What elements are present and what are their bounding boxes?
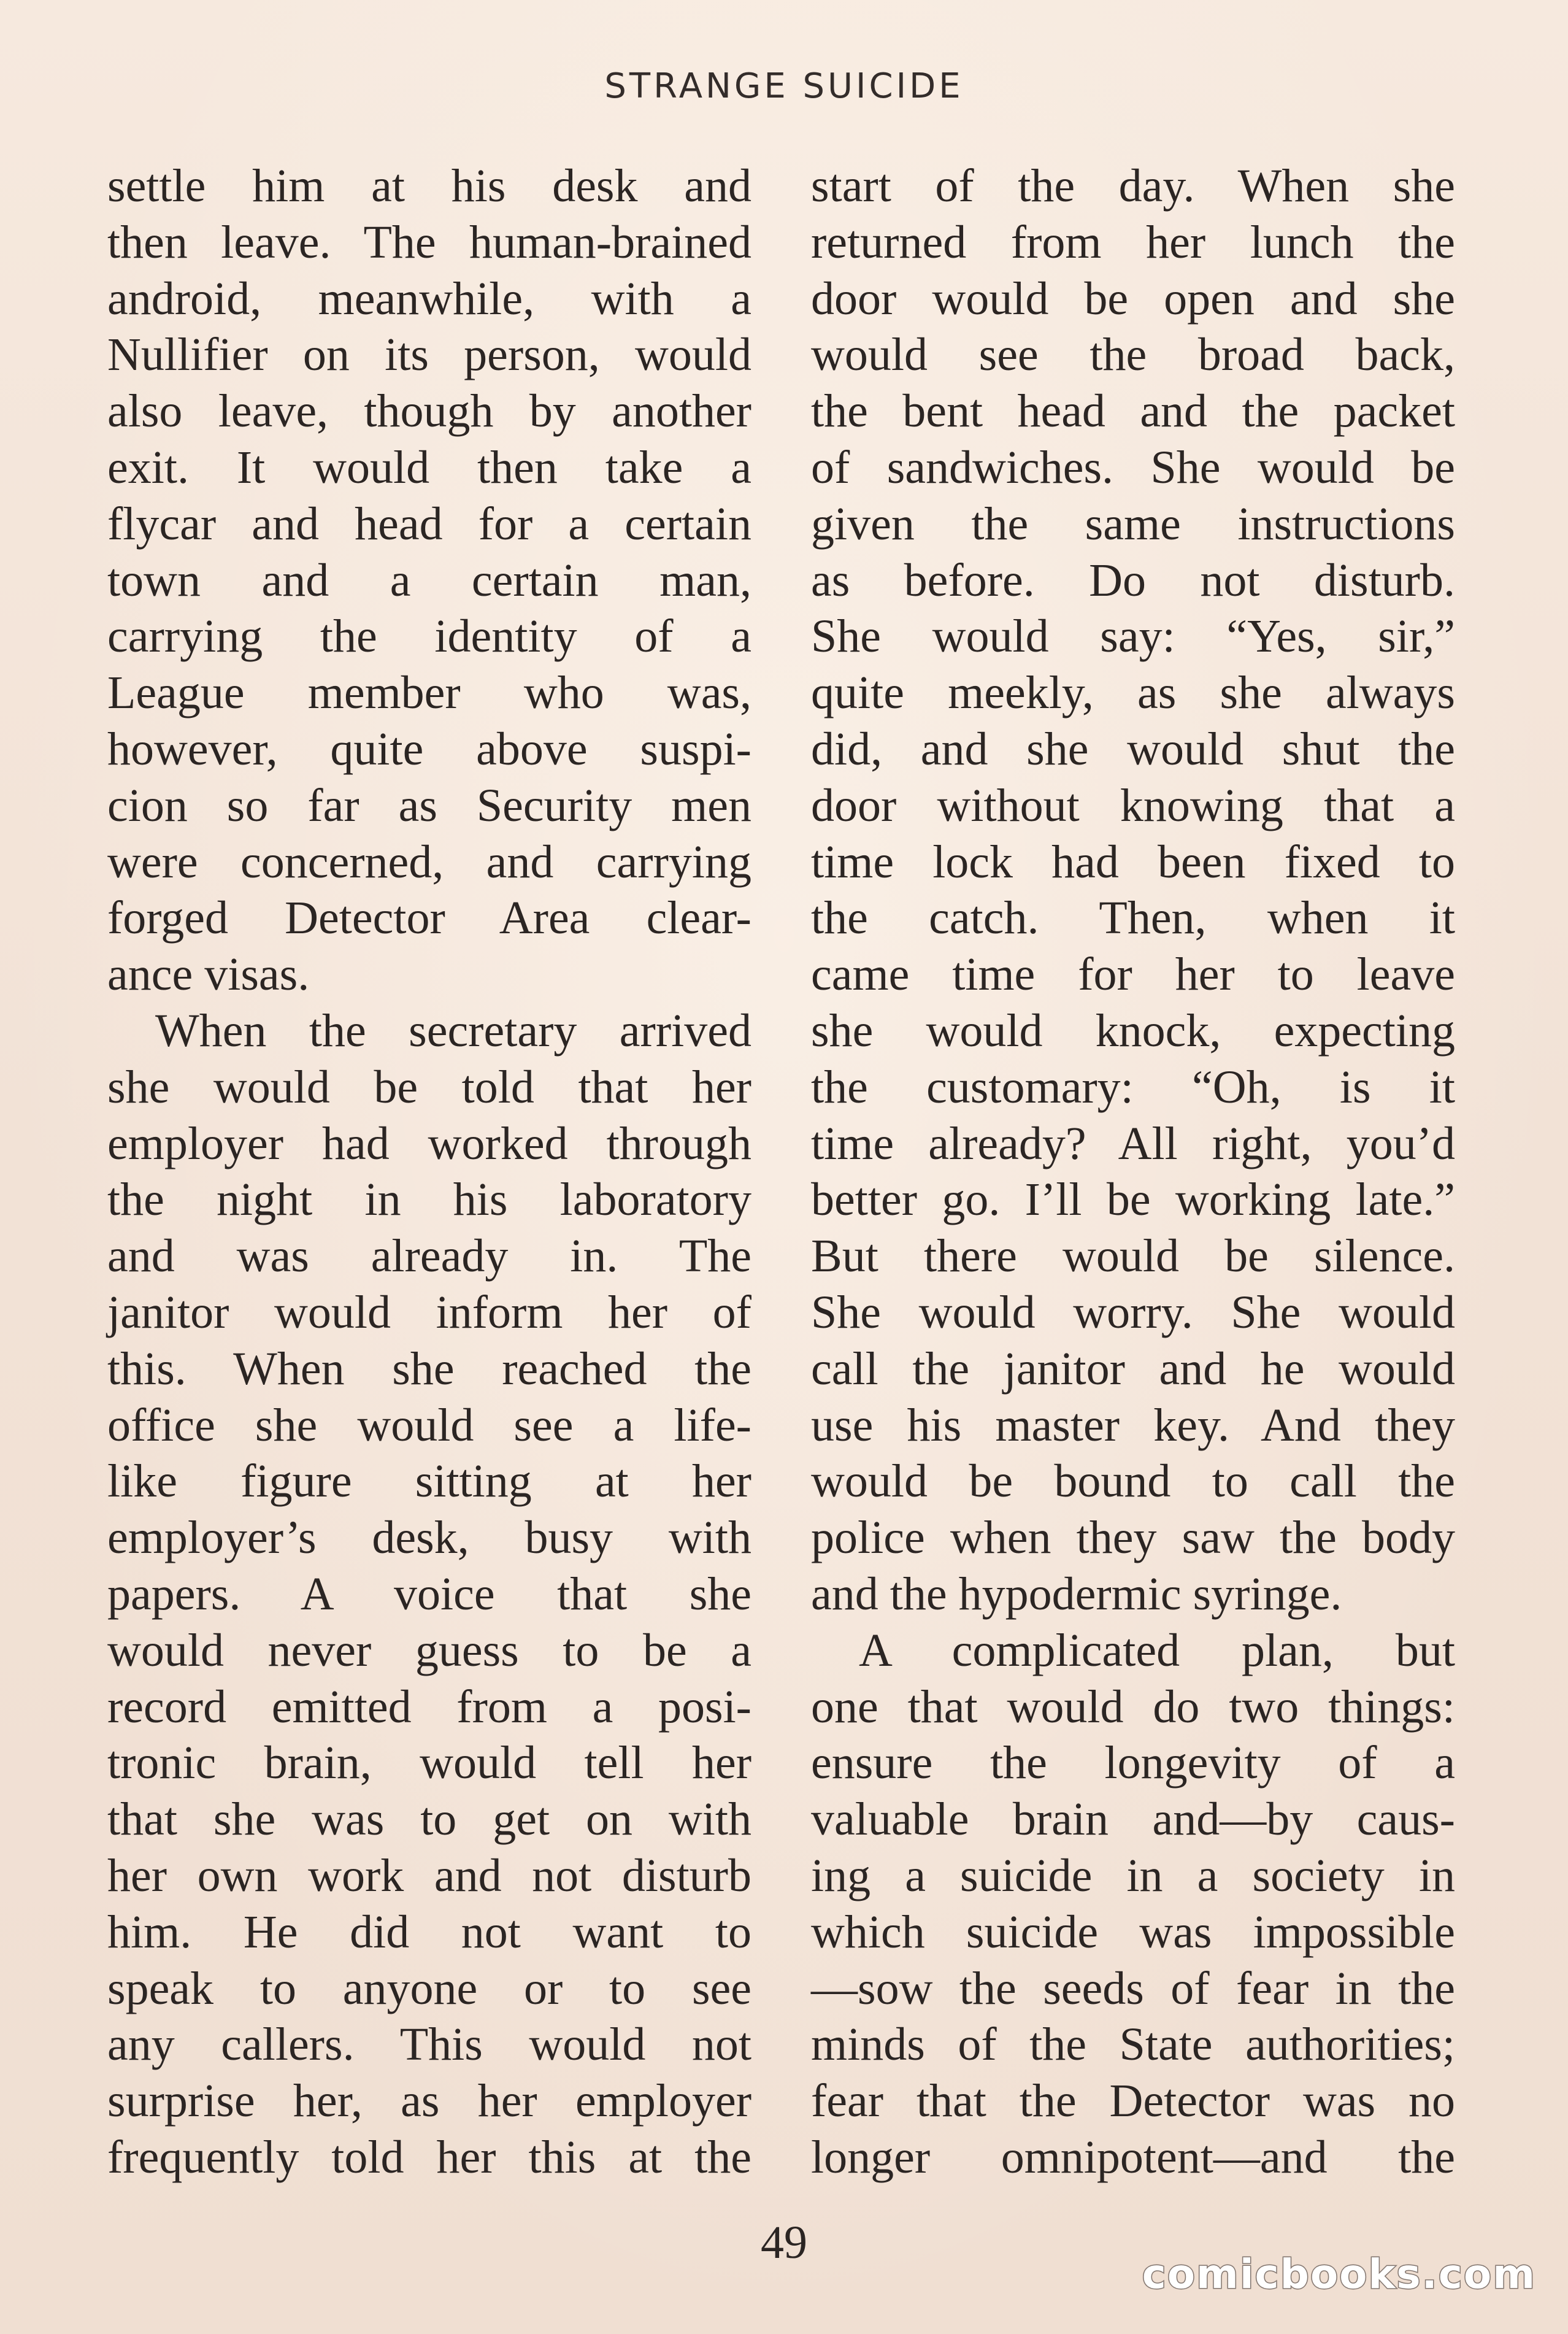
text-line: ance visas. <box>107 949 310 1001</box>
text-line: forged Detector Area clear- <box>107 892 751 944</box>
watermark-logo: comicbooks.com <box>1142 2251 1536 2298</box>
text-line: came time for her to leave <box>811 949 1455 1001</box>
text-line: settle him at his desk and <box>107 160 751 212</box>
text-line: minds of the State authorities; <box>811 2019 1455 2071</box>
text-line: better go. I’ll be working late.” <box>811 1174 1455 1226</box>
text-line: also leave, though by another <box>107 385 751 437</box>
text-line: were concerned, and carrying <box>107 836 751 888</box>
text-line: janitor would inform her of <box>107 1286 751 1338</box>
text-line: town and a certain man, <box>107 554 751 606</box>
text-line: flycar and head for a certain <box>107 498 751 550</box>
text-line: the bent head and the packet <box>811 385 1455 437</box>
text-line: papers. A voice that she <box>107 1568 751 1620</box>
text-line: But there would be silence. <box>811 1230 1455 1282</box>
text-line: door without knowing that a <box>811 779 1455 831</box>
running-head: STRANGE SUICIDE <box>604 66 964 106</box>
text-line: she would be told that her <box>107 1061 751 1113</box>
text-line: frequently told her this at the <box>107 2131 751 2183</box>
text-line: —sow the seeds of fear in the <box>811 1962 1455 2014</box>
text-line: A complicated plan, but <box>859 1624 1455 1676</box>
text-line: tronic brain, would tell her <box>107 1737 751 1789</box>
text-line: ensure the longevity of a <box>811 1737 1455 1789</box>
text-line: cion so far as Security men <box>107 779 751 831</box>
text-line: given the same instructions <box>811 498 1455 550</box>
text-line: any callers. This would not <box>107 2019 751 2071</box>
text-line: him. He did not want to <box>107 1906 751 1958</box>
text-line: that she was to get on with <box>107 1793 751 1846</box>
text-line: She would say: “Yes, sir,” <box>811 610 1455 663</box>
text-line: of sandwiches. She would be <box>811 441 1455 493</box>
text-line: door would be open and she <box>811 272 1455 325</box>
page-number: 49 <box>761 2217 807 2268</box>
text-line: record emitted from a posi- <box>107 1681 751 1733</box>
text-line: League member who was, <box>107 667 751 719</box>
text-line: office she would see a life- <box>107 1399 751 1451</box>
text-line: would see the broad back, <box>811 329 1455 381</box>
text-line: like figure sitting at her <box>107 1455 751 1508</box>
text-line: exit. It would then take a <box>107 441 751 493</box>
text-line: Nullifier on its person, would <box>107 329 751 381</box>
text-line: speak to anyone or to see <box>107 1962 751 2014</box>
right-column <box>811 158 1455 2186</box>
text-line: carrying the identity of a <box>107 610 751 663</box>
text-line: her own work and not disturb <box>107 1849 751 1901</box>
text-line: as before. Do not disturb. <box>811 554 1455 606</box>
text-line: time lock had been fixed to <box>811 836 1455 888</box>
text-line: and was already in. The <box>107 1230 751 1282</box>
text-line: ing a suicide in a society in <box>811 1849 1455 1901</box>
text-line: start of the day. When she <box>811 160 1455 212</box>
text-line: the night in his laboratory <box>107 1174 751 1226</box>
text-line: which suicide was impossible <box>811 1906 1455 1958</box>
text-line: the customary: “Oh, is it <box>811 1061 1455 1113</box>
text-line: time already? All right, you’d <box>811 1117 1455 1169</box>
text-line: employer had worked through <box>107 1117 751 1169</box>
text-line: quite meekly, as she always <box>811 667 1455 719</box>
text-line: fear that the Detector was no <box>811 2075 1455 2127</box>
text-line: employer’s desk, busy with <box>107 1512 751 1564</box>
text-line: then leave. The human-brained <box>107 216 751 268</box>
text-line: this. When she reached the <box>107 1342 751 1395</box>
text-line: and the hypodermic syringe. <box>811 1568 1342 1620</box>
text-line: however, quite above suspi- <box>107 723 751 775</box>
text-line: would never guess to be a <box>107 1624 751 1676</box>
text-line: would be bound to call the <box>811 1455 1455 1508</box>
text-line: call the janitor and he would <box>811 1342 1455 1395</box>
text-line: android, meanwhile, with a <box>107 272 751 325</box>
text-line: longer omnipotent—and the <box>811 2131 1455 2183</box>
left-column <box>107 158 751 2186</box>
text-line: She would worry. She would <box>811 1286 1455 1338</box>
text-line: one that would do two things: <box>811 1681 1455 1733</box>
text-line: When the secretary arrived <box>155 1004 751 1057</box>
text-line: use his master key. And they <box>811 1399 1455 1451</box>
text-line: valuable brain and—by caus- <box>811 1793 1455 1846</box>
text-line: returned from her lunch the <box>811 216 1455 268</box>
text-line: police when they saw the body <box>811 1512 1455 1564</box>
text-line: surprise her, as her employer <box>107 2075 751 2127</box>
text-line: she would knock, expecting <box>811 1004 1455 1057</box>
text-line: did, and she would shut the <box>811 723 1455 775</box>
text-line: the catch. Then, when it <box>811 892 1455 944</box>
